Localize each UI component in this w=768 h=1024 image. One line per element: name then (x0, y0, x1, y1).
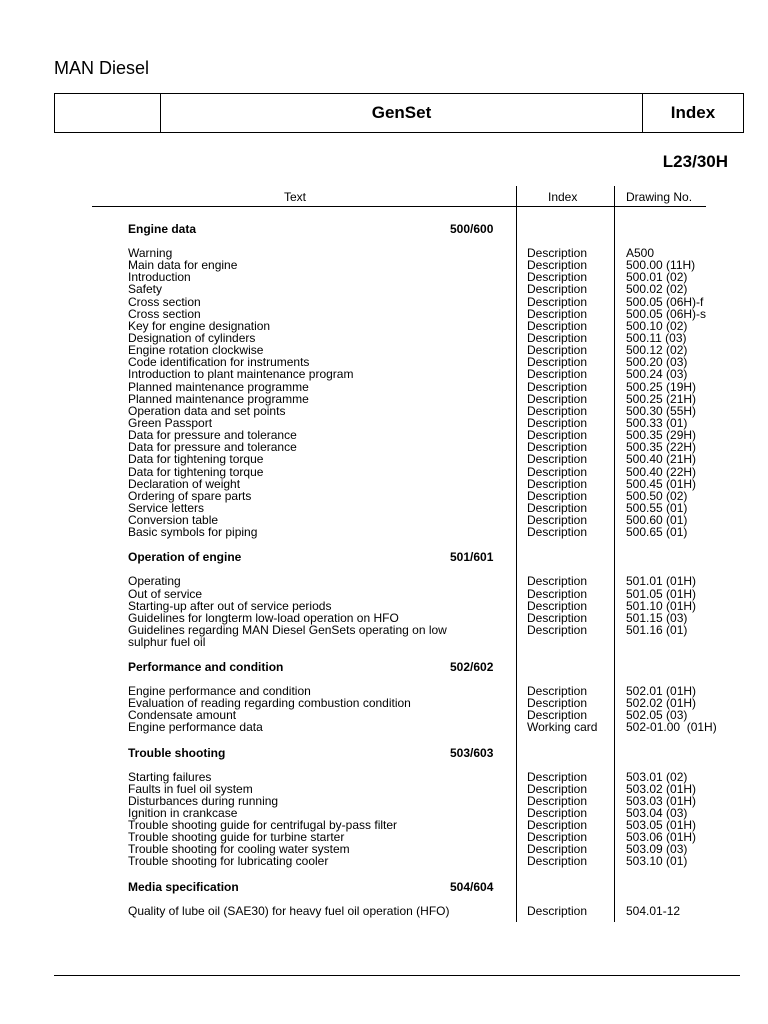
table-row (0, 783, 768, 795)
row-text: Basic symbols for piping (128, 525, 258, 540)
section-spacer (0, 868, 768, 880)
section-heading (0, 880, 768, 896)
section-code: 502/602 (450, 659, 494, 674)
row-index: Description (527, 403, 588, 418)
row-index: Description (527, 440, 588, 455)
row-text: Ignition in crankcase (128, 805, 238, 820)
table-row (0, 368, 768, 380)
row-text: Operation data and set points (128, 403, 286, 418)
row-drawing-no: 500.30 (55H) (626, 403, 697, 418)
table-row (0, 600, 768, 612)
row-index: Description (527, 415, 588, 430)
row-text: Out of service (128, 586, 203, 601)
row-text: Planned maintenance programme (128, 391, 309, 406)
row-text: Main data for engine (128, 258, 238, 273)
row-drawing-no: A500 (626, 246, 655, 260)
row-index: Description (527, 854, 588, 869)
section-code: 501/601 (450, 550, 494, 565)
row-drawing-no: 500.25 (21H) (626, 391, 697, 406)
section-code: 504/604 (450, 879, 494, 894)
row-text: Engine performance and condition (128, 683, 311, 698)
row-text: Faults in fuel oil system (128, 781, 253, 796)
row-text: Evaluation of reading regarding combustion condition (128, 696, 411, 711)
row-text: Green Passport (128, 415, 213, 430)
row-index: Description (527, 330, 588, 345)
row-index: Description (527, 781, 588, 796)
brand-name: MAN Diesel (54, 58, 150, 78)
row-drawing-no: 501.16 (01) (626, 622, 688, 637)
row-drawing-no: 503.01 (02) (626, 769, 688, 784)
row-text: Cross section (128, 306, 201, 321)
row-text: Cross section (128, 294, 201, 309)
row-index: Description (527, 818, 588, 833)
index-table (0, 222, 768, 941)
row-index: Description (527, 246, 588, 260)
column-header-index: Index (548, 190, 578, 204)
row-drawing-no: 503.06 (01H) (626, 830, 697, 845)
row-drawing-no: 500.50 (02) (626, 488, 688, 503)
row-index: Description (527, 306, 588, 321)
row-text: Guidelines regarding MAN Diesel GenSets operating on low sulphur fuel oil (128, 622, 447, 649)
row-index: Description (527, 708, 588, 723)
section-code: 503/603 (450, 745, 494, 760)
row-index: Description (527, 294, 588, 309)
engine-model: L23/30H (662, 152, 728, 171)
row-drawing-no: 503.04 (03) (626, 805, 688, 820)
row-text: Operating (128, 574, 181, 589)
row-text: Safety (128, 282, 163, 297)
row-drawing-no: 500.40 (21H) (626, 452, 697, 467)
table-row (0, 771, 768, 783)
row-index: Description (527, 683, 588, 698)
section-title: Operation of engine (128, 550, 242, 565)
table-row (0, 855, 768, 867)
row-index: Description (527, 574, 588, 589)
row-text: Trouble shooting guide for turbine starter (128, 830, 345, 845)
row-index: Description (527, 391, 588, 406)
row-drawing-no: 500.33 (01) (626, 415, 688, 430)
row-text: Trouble shooting for lubricating cooler (128, 854, 329, 869)
row-drawing-no: 500.35 (22H) (626, 440, 697, 455)
row-drawing-no: 500.40 (22H) (626, 464, 697, 479)
header-box (54, 93, 744, 133)
column-header-drawing: Drawing No. (626, 190, 693, 204)
row-index: Description (527, 805, 588, 820)
table-row (0, 588, 768, 600)
table-row (0, 624, 768, 648)
row-drawing-no: 501.10 (01H) (626, 598, 697, 613)
table-row (0, 283, 768, 295)
row-text: Starting-up after out of service periods (128, 598, 332, 613)
row-index: Description (527, 513, 588, 528)
row-text: Ordering of spare parts (128, 488, 252, 503)
table-row (0, 575, 768, 587)
section-title: Performance and condition (128, 659, 284, 674)
section-title: Media specification (128, 879, 239, 894)
row-index: Description (527, 488, 588, 503)
section-heading (0, 550, 768, 566)
row-text: Data for tightening torque (128, 452, 264, 467)
row-index: Description (527, 464, 588, 479)
section-title: Trouble shooting (128, 745, 226, 760)
row-index: Description (527, 525, 588, 540)
row-index: Description (527, 610, 588, 625)
row-text: Key for engine designation (128, 318, 271, 333)
row-drawing-no: 500.11 (03) (626, 330, 687, 345)
row-drawing-no: 500.55 (01) (626, 500, 688, 515)
row-index: Description (527, 318, 588, 333)
section (0, 222, 768, 550)
row-index: Description (527, 367, 588, 382)
row-index: Description (527, 903, 588, 918)
row-index: Description (527, 355, 588, 370)
section-heading (0, 222, 768, 238)
row-text: Trouble shooting guide for centrifugal by-pass filter (128, 818, 398, 833)
row-drawing-no: 500.05 (06H)-f (626, 294, 704, 309)
row-index: Description (527, 282, 588, 297)
row-index: Description (527, 258, 588, 273)
row-index: Description (527, 428, 588, 443)
section-title: Engine data (128, 222, 197, 236)
row-drawing-no: 500.25 (19H) (626, 379, 697, 394)
table-row (0, 453, 768, 465)
row-drawing-no: 501.05 (01H) (626, 586, 697, 601)
row-text: Conversion table (128, 513, 219, 528)
section-spacer (0, 734, 768, 746)
row-drawing-no: 500.60 (01) (626, 513, 688, 528)
table-row (0, 381, 768, 393)
row-index: Description (527, 476, 588, 491)
table-row (0, 905, 768, 929)
row-index: Description (527, 270, 588, 285)
row-text: Condensate amount (128, 708, 237, 723)
row-text: Guidelines for longterm low-load operation on HFO (128, 610, 399, 625)
section (0, 880, 768, 941)
section-code: 500/600 (450, 222, 494, 236)
row-text: Declaration of weight (128, 476, 241, 491)
table-row (0, 721, 768, 733)
row-text: Disturbances during running (128, 793, 279, 808)
row-text: Planned maintenance programme (128, 379, 309, 394)
row-drawing-no: 502.01 (01H) (626, 683, 697, 698)
row-text: Data for pressure and tolerance (128, 428, 297, 443)
row-drawing-no: 500.35 (29H) (626, 428, 697, 443)
section-heading (0, 746, 768, 762)
header-title: GenSet (161, 94, 643, 132)
row-drawing-no: 500.12 (02) (626, 343, 688, 358)
row-drawing-no: 503.10 (01) (626, 854, 688, 869)
section (0, 550, 768, 660)
row-drawing-no: 501.01 (01H) (626, 574, 697, 589)
row-drawing-no: 502-01.00 (01H) (626, 720, 717, 735)
section-heading (0, 660, 768, 676)
row-drawing-no: 503.03 (01H) (626, 793, 697, 808)
row-drawing-no: 503.02 (01H) (626, 781, 697, 796)
row-drawing-no: 500.20 (03) (626, 355, 688, 370)
row-drawing-no: 500.10 (02) (626, 318, 688, 333)
row-drawing-no: 502.05 (03) (626, 708, 688, 723)
row-drawing-no: 500.02 (02) (626, 282, 688, 297)
row-index: Description (527, 500, 588, 515)
row-text: Designation of cylinders (128, 330, 256, 345)
row-text: Engine performance data (128, 720, 263, 735)
row-drawing-no: 500.65 (01) (626, 525, 688, 540)
row-drawing-no: 504.01-12 (626, 903, 681, 918)
table-row (0, 393, 768, 405)
row-drawing-no: 503.05 (01H) (626, 818, 697, 833)
header-index-label: Index (670, 103, 716, 122)
row-text: Data for pressure and tolerance (128, 440, 297, 455)
row-text: Data for tightening torque (128, 464, 264, 479)
table-row (0, 526, 768, 538)
row-index: Description (527, 622, 588, 637)
table-row (0, 466, 768, 478)
row-text: Trouble shooting for cooling water system (128, 842, 350, 857)
row-drawing-no: 500.45 (01H) (626, 476, 697, 491)
row-drawing-no: 500.24 (03) (626, 367, 688, 382)
row-text: Quality of lube oil (SAE30) for heavy fuel oil operation (HFO) (128, 903, 450, 918)
row-text: Service letters (128, 500, 205, 515)
row-index: Description (527, 452, 588, 467)
section-spacer (0, 648, 768, 660)
row-text: Engine rotation clockwise (128, 343, 264, 358)
row-drawing-no: 500.01 (02) (626, 270, 688, 285)
row-index: Description (527, 598, 588, 613)
column-header-text: Text (284, 190, 307, 204)
row-index: Description (527, 769, 588, 784)
row-drawing-no: 500.05 (06H)-s (626, 306, 707, 321)
row-drawing-no: 501.15 (03) (626, 610, 688, 625)
row-text: Starting failures (128, 769, 212, 784)
row-index: Description (527, 379, 588, 394)
row-drawing-no: 502.02 (01H) (626, 696, 697, 711)
header-logo-cell (55, 94, 161, 132)
row-text: Warning (128, 246, 173, 260)
row-drawing-no: 503.09 (03) (626, 842, 688, 857)
row-text: Introduction to plant maintenance program (128, 367, 354, 382)
row-index: Working card (527, 720, 598, 735)
row-index: Description (527, 586, 588, 601)
section-spacer (0, 929, 768, 941)
row-text: Code identification for instruments (128, 355, 310, 370)
row-index: Description (527, 793, 588, 808)
row-text: Introduction (128, 270, 191, 285)
section (0, 746, 768, 880)
table-row (0, 478, 768, 490)
table-row (0, 296, 768, 308)
row-drawing-no: 500.00 (11H) (626, 258, 696, 273)
section-spacer (0, 538, 768, 550)
footer-rule (54, 975, 740, 976)
row-index: Description (527, 830, 588, 845)
section (0, 660, 768, 746)
row-index: Description (527, 696, 588, 711)
row-index: Description (527, 343, 588, 358)
row-index: Description (527, 842, 588, 857)
